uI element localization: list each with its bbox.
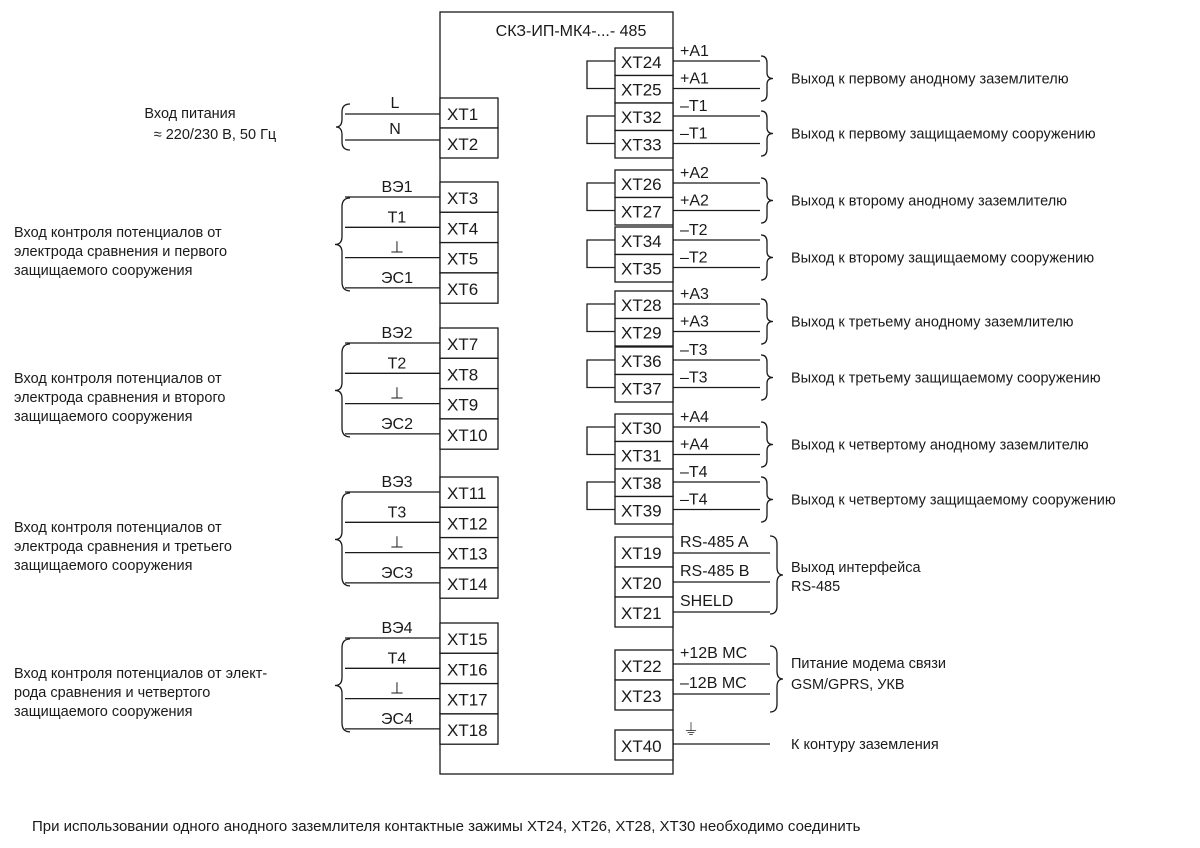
terminal-signal: –T2 [680,222,708,239]
terminal-signal: RS-485 A [680,534,749,551]
right-pair-5 [587,286,1074,346]
rs485-desc-line-1: Выход интерфейса [791,560,921,576]
left-group-brace [335,493,350,586]
terminal-label: XT19 [621,544,662,563]
left-group-desc-line: электрода сравнения и первого [14,244,228,260]
right-pair-3 [587,165,1067,225]
power-input-group [144,95,498,158]
terminal-signal: –12В МС [680,675,747,692]
right-pair-brace [761,299,773,344]
terminal-signal: RS-485 B [680,563,750,580]
terminal-label: XT16 [447,660,488,680]
terminal-signal: ЭС2 [381,415,413,433]
left-group-desc-line: защищаемого сооружения [14,263,193,279]
terminal-xt33 [615,126,760,159]
rs485-terminal-xt21 [615,593,770,627]
terminal-signal: Т1 [387,209,407,227]
terminal-label: XT5 [447,249,479,269]
terminal-label: XT30 [621,419,662,438]
terminal-label: XT24 [621,53,662,72]
terminal-label: XT1 [447,105,479,124]
terminal-xt5 [345,240,498,273]
terminal-xt11 [345,474,498,507]
left-group-desc-line: электрода сравнения и третьего [14,539,232,555]
terminal-label: XT8 [447,365,479,385]
footnote: При использовании одного анодного заземлителя контактные зажимы XT24, XT26, XT28, XT30 необходимо соединить [32,818,861,835]
terminal-label: XT27 [621,202,662,222]
terminal-signal: ЭС3 [381,564,413,582]
terminal-label: XT3 [447,189,479,208]
right-pair-brace [761,235,773,280]
terminal-signal: ВЭ3 [381,474,413,491]
right-pair-desc: Выход к первому защищаемому сооружению [791,126,1096,143]
modem-desc-line-1: Питание модема связи [791,656,946,672]
right-pair-desc: Выход к второму анодному заземлителю [791,193,1068,210]
terminal-xt3 [345,179,498,212]
left-group-brace [335,198,350,291]
terminal-xt39 [615,492,760,525]
terminal-xt14 [345,565,498,598]
terminal-label: XT38 [621,474,662,493]
right-pair-4 [587,222,1094,282]
terminal-label: XT22 [621,657,662,676]
terminal-label: XT31 [621,446,662,466]
terminal-xt12 [345,504,498,537]
terminal-signal: +A2 [680,192,709,210]
right-pair-7 [587,409,1089,469]
left-group-brace [335,639,350,732]
left-group-desc-line: Вход контроля потенциалов от элект- [14,666,268,682]
terminal-xt8 [345,355,498,388]
terminal-label: XT15 [447,630,488,649]
terminal-xt10 [345,416,498,449]
terminal-signal: +12В МС [680,645,748,662]
left-group-desc-line: защищаемого сооружения [14,409,193,425]
terminal-label: XT20 [621,574,662,593]
terminal-signal: +A1 [680,70,709,88]
terminal-signal: –T1 [680,125,708,143]
rs485-group [615,534,921,627]
terminal-label: XT12 [447,514,488,534]
terminal-label: XT11 [447,484,487,503]
terminal-signal: ЭС4 [381,710,413,728]
terminal-signal: Т4 [387,650,407,668]
terminal-signal: –T3 [680,342,708,359]
modem-brace [770,646,783,712]
terminal-label: XT21 [621,604,662,623]
terminal-label: XT25 [621,80,662,100]
terminal-signal: +A4 [680,409,709,426]
terminal-label: XT13 [447,544,488,564]
left-group-desc-line: Вход контроля потенциалов от [14,371,222,387]
terminal-signal: +A2 [680,165,709,182]
terminal-xt6 [345,270,498,303]
terminal-label: XT37 [621,379,662,399]
modem-group [615,645,946,712]
terminal-xt17 [345,681,498,714]
right-pair-desc: Выход к первому анодному заземлителю [791,71,1069,88]
terminal-xt27 [615,193,760,226]
terminal-label: XT26 [621,175,662,194]
terminal-signal: ⊥ [390,680,404,698]
terminal-label: XT28 [621,296,662,315]
power-desc-line-2: ≈ 220/230 В, 50 Гц [153,127,277,143]
terminal-signal: Т2 [387,355,407,373]
terminal-xt15 [345,620,498,653]
terminal-xt16 [345,650,498,683]
terminal-xt9 [345,386,498,419]
terminal-signal: L [390,95,400,112]
power-desc-line-1: Вход питания [144,106,236,122]
terminal-signal: –T4 [680,491,708,509]
left-group-1 [14,179,498,303]
rs485-desc-line-2: RS-485 [791,579,841,595]
right-pair-brace [761,178,773,223]
left-group-3 [14,474,498,598]
right-pair-desc: Выход к третьему защищаемому сооружению [791,370,1101,387]
terminal-label: XT36 [621,352,662,371]
right-pair-desc: Выход к четвертому защищаемому сооружению [791,492,1116,509]
terminal-label: XT14 [447,574,488,594]
terminal-label: XT18 [447,720,488,740]
right-pair-1 [587,43,1069,103]
terminal-signal: +A3 [680,286,709,303]
terminal-label: XT39 [621,501,662,521]
left-group-brace [335,344,350,437]
left-group-desc-line: электрода сравнения и второго [14,390,226,406]
ground-icon: ⏚ [683,722,700,739]
terminal-signal: SHELD [680,593,734,610]
left-input-groups [14,179,498,744]
terminal-signal: ВЭ1 [381,179,413,196]
terminal-signal: –T3 [680,369,708,387]
terminal-label: XT40 [621,737,662,756]
terminal-signal: +A3 [680,313,709,331]
terminal-label: XT23 [621,687,662,706]
terminal-signal: –T2 [680,249,708,267]
right-pair-brace [761,111,773,156]
terminal-label: XT17 [447,690,488,710]
terminal-xt18 [345,711,498,744]
terminal-xt13 [345,535,498,568]
modem-desc-line-2: GSM/GPRS, УКВ [791,677,905,693]
terminal-xt37 [615,370,760,403]
terminal-label: XT29 [621,323,662,343]
terminal-signal: +A1 [680,43,709,60]
right-pair-brace [761,477,773,522]
terminal-signal: Т3 [387,504,407,522]
power-brace [336,104,350,150]
right-pair-brace [761,422,773,467]
terminal-label: XT32 [621,108,662,127]
terminal-signal: –T4 [680,464,708,481]
terminal-signal: N [389,121,401,138]
terminal-signal: +A4 [680,436,709,454]
device-title: СКЗ-ИП-МК4-...- 485 [495,23,647,40]
terminal-xt7 [345,325,498,358]
terminal-xt35 [615,250,760,283]
terminal-label: XT34 [621,232,662,251]
modem-terminal-xt23 [615,675,770,710]
right-pair-6 [587,342,1101,402]
right-pair-desc: Выход к второму защищаемому сооружению [791,250,1095,267]
terminal-signal: ⊥ [390,239,404,257]
left-group-desc-line: Вход контроля потенциалов от [14,225,222,241]
terminal-label: XT4 [447,219,479,239]
terminal-signal: ⊥ [390,534,404,552]
terminal-signal: ⊥ [390,385,404,403]
terminal-label: XT35 [621,259,662,279]
terminal-signal: ВЭ2 [381,325,413,342]
left-group-desc-line: защищаемого сооружения [14,704,193,720]
power-terminal-xt1 [345,95,498,128]
terminal-label: XT6 [447,279,479,299]
terminal-signal: ЭС1 [381,269,413,287]
right-pair-desc: Выход к четвертому анодному заземлителю [791,437,1089,454]
terminal-label: XT9 [447,395,479,415]
terminal-label: XT33 [621,135,662,155]
right-pair-8 [587,464,1116,524]
left-group-desc-line: Вход контроля потенциалов от [14,520,222,536]
terminal-signal: ВЭ4 [381,620,413,637]
right-pair-brace [761,355,773,400]
ground-desc: К контуру заземления [791,737,939,753]
left-group-desc-line: защищаемого сооружения [14,558,193,574]
terminal-xt4 [345,209,498,242]
right-pair-2 [587,98,1096,158]
right-pair-brace [761,56,773,101]
rs485-brace [770,536,783,614]
terminal-signal: –T1 [680,98,708,115]
left-group-4 [14,620,498,744]
terminal-label: XT2 [447,135,479,154]
rs485-terminal-xt20 [615,563,770,597]
left-group-desc-line: рода сравнения и четвертого [14,685,211,701]
right-pair-desc: Выход к третьему анодному заземлителю [791,314,1074,331]
left-group-2 [14,325,498,449]
terminal-label: XT7 [447,335,479,354]
terminal-label: XT10 [447,425,488,445]
